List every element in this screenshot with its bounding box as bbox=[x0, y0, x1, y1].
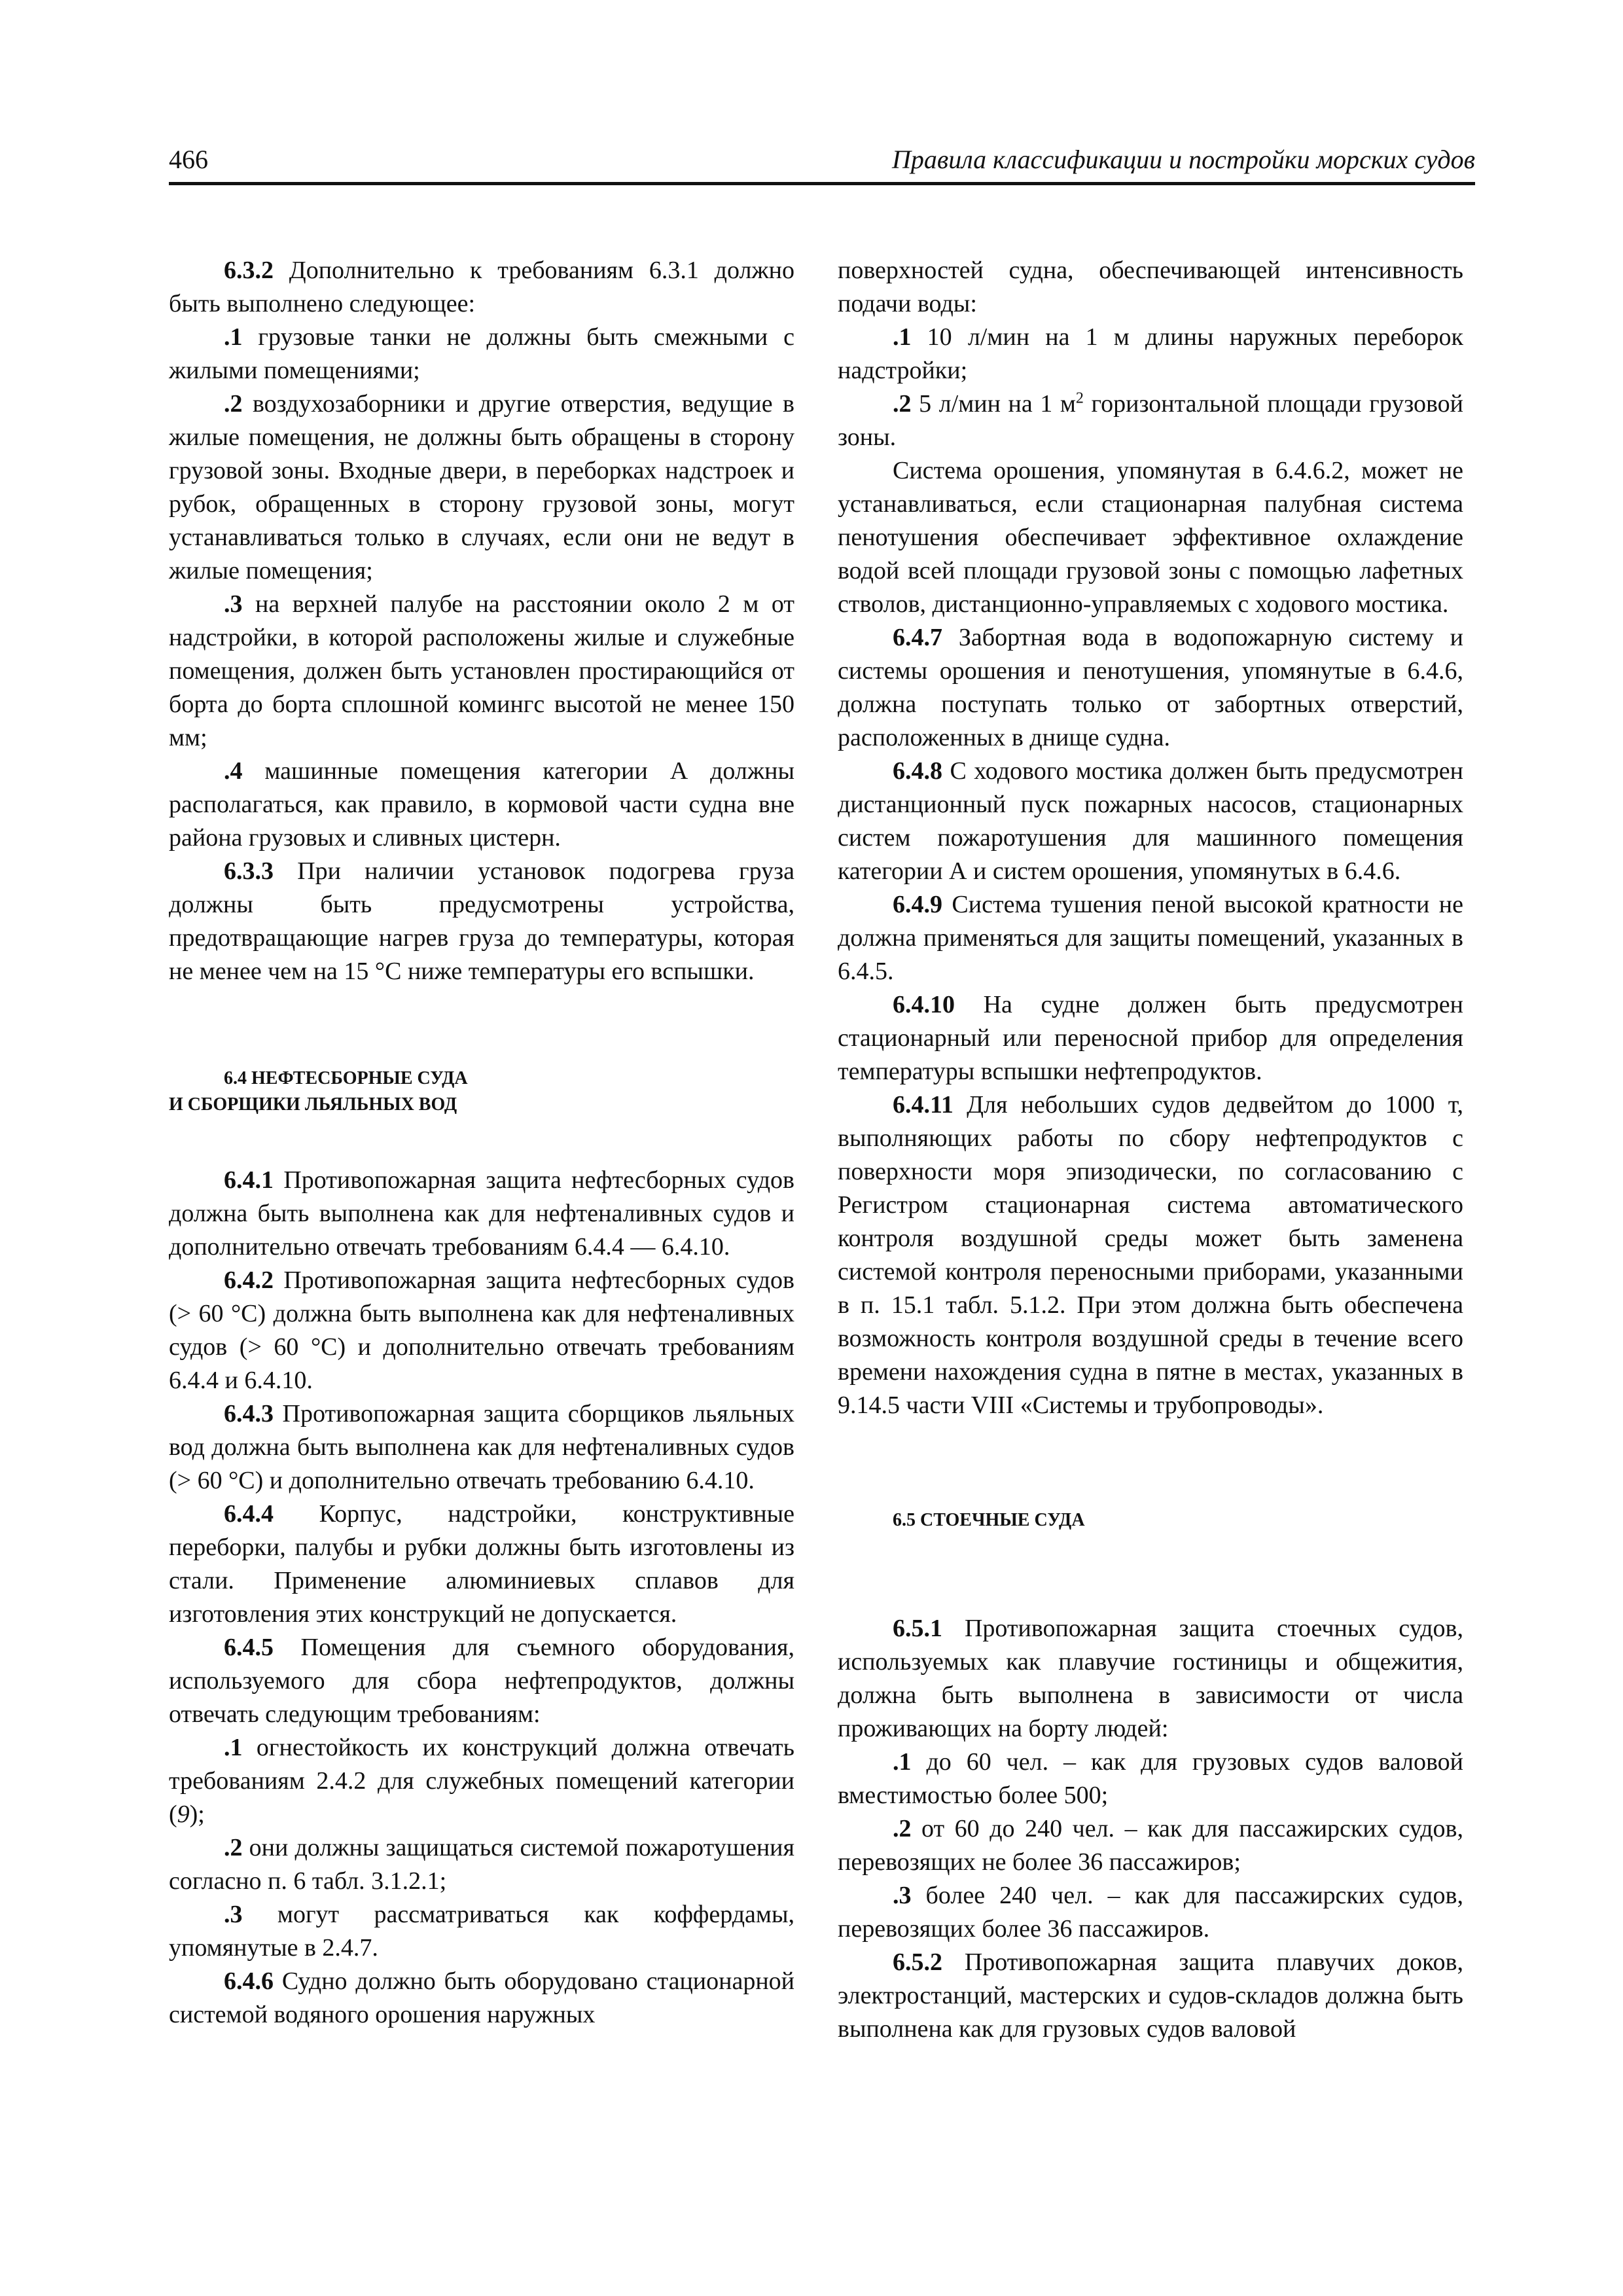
paragraph-6-5-1-1: .1 до 60 чел. – как для грузовых судов валовой вместимостью более 500; bbox=[838, 1748, 1463, 1809]
paragraph-6-4-10: 6.4.10 На судне должен быть предусмотрен стационарный или переносной прибор для определения температуры вспышки нефтепродуктов. bbox=[838, 991, 1463, 1085]
paragraph-6-4-3: 6.4.3 Противопожарная защита сборщиков льяльных вод должна быть выполнена как для нефтеналивных судов (> 60 °С) и дополнительно отвечать требованию 6.4.10. bbox=[169, 1400, 794, 1494]
paragraph-6-4-7: 6.4.7 Забортная вода в водопожарную систему и системы орошения и пенотушения, упомянутые в 6.4.6, должна поступать только от забортных отверстий, расположенных в днище судна. bbox=[838, 624, 1463, 751]
running-title: Правила классификации и постройки морских судов bbox=[891, 145, 1475, 174]
paragraph-6-4-2: 6.4.2 Противопожарная защита нефтесборных судов (> 60 °С) должна быть выполнена как для нефтеналивных судов (> 60 °С) и дополнительно отвечать требованиям 6.4.4 и 6.4.10. bbox=[169, 1266, 794, 1394]
paragraph-6-3-3: 6.3.3 При наличии установок подогрева груза должны быть предусмотрены устройства, предотвращающие нагрев груза до температуры, которая не менее чем на 15 °С ниже температуры его вспышки. bbox=[169, 857, 794, 985]
paragraph-6-3-2-4: .4 машинные помещения категории А должны располагаться, как правило, в кормовой части судна вне района грузовых и сливных цистерн. bbox=[169, 757, 794, 852]
paragraph-6-3-2-1: .1 грузовые танки не должны быть смежными с жилыми помещениями; bbox=[169, 323, 794, 384]
paragraph-6-4-6-system: Система орошения, упомянутая в 6.4.6.2, может не устанавливаться, если стационарная палубная система пенотушения обеспечивает эффективное охлаждение водой всей площади грузовой зоны с помощью лафетных стволов, дистанционно-управляемых с ходового мостика. bbox=[838, 457, 1463, 618]
paragraph-6-4-6-1: .1 10 л/мин на 1 м длины наружных переборок надстройки; bbox=[838, 323, 1463, 384]
paragraph-6-4-5-1: .1 огнестойкость их конструкций должна отвечать требованиям 2.4.2 для служебных помещений категории (9); bbox=[169, 1734, 794, 1828]
paragraph-6-3-2-2: .2 воздухозаборники и другие отверстия, ведущие в жилые помещения, не должны быть обращены в сторону грузовой зоны. Входные двери, в переборках надстроек и рубок, обращенных в сторону грузовой зоны, могут устанавливаться только в случаях, если они не ведут в жилые помещения; bbox=[169, 390, 794, 584]
paragraph-6-5-1-2: .2 от 60 до 240 чел. – как для пассажирских судов, перевозящих не более 36 пассажиров; bbox=[838, 1815, 1463, 1876]
section-heading-6-5: 6.5 СТОЕЧНЫЕ СУДА bbox=[893, 1510, 1085, 1530]
left-column bbox=[169, 254, 794, 2032]
paragraph-6-5-2: 6.5.2 Противопожарная защита плавучих доков, электростанций, мастерских и судов-складов должна быть выполнена как для грузовых судов валовой bbox=[838, 1948, 1463, 2043]
paragraph-6-4-5-2: .2 они должны защищаться системой пожаротушения согласно п. 6 табл. 3.1.2.1; bbox=[169, 1834, 794, 1895]
paragraph-6-5-1: 6.5.1 Противопожарная защита стоечных судов, используемых как плавучие гостиницы и общежития, должна быть выполнена в зависимости от числа проживающих на борту людей: bbox=[838, 1615, 1463, 1742]
paragraph-6-4-9: 6.4.9 Система тушения пеной высокой кратности не должна применяться для защиты помещений, указанных в 6.4.5. bbox=[838, 891, 1463, 985]
paragraph-6-3-2: 6.3.2 Дополнительно к требованиям 6.3.1 должно быть выполнено следующее: bbox=[169, 257, 794, 317]
paragraph-6-4-8: 6.4.8 С ходового мостика должен быть предусмотрен дистанционный пуск пожарных насосов, стационарных систем пожаротушения для машинного помещения категории А и систем орошения, упомянутых в 6.4.6. bbox=[838, 757, 1463, 885]
paragraph-6-5-1-3: .3 более 240 чел. – как для пассажирских судов, перевозящих более 36 пассажиров. bbox=[838, 1882, 1463, 1943]
paragraph-6-4-6-2: .2 5 л/мин на 1 $м^2$ горизонтальной площади грузовой зоны. bbox=[838, 389, 1463, 451]
paragraph-6-4-5: 6.4.5 Помещения для съемного оборудования, используемого для сбора нефтепродуктов, должны отвечать следующим требованиям: bbox=[169, 1634, 794, 1728]
section-heading-6-4: 6.4 НЕФТЕСБОРНЫЕ СУДА И СБОРЩИКИ ЛЬЯЛЬНЫХ ВОД bbox=[169, 1068, 468, 1115]
paragraph-6-4-11: 6.4.11 Для небольших судов дедвейтом до 1000 т, выполняющих работы по сбору нефтепродуктов с поверхности моря эпизодически, по согласованию с Регистром стационарная система автоматического контроля воздушной среды может быть заменена системой контроля переносными приборами, указанными в п. 15.1 табл. 5.1.2. При этом должна быть обеспечена возможность контроля воздушной среды в течение всего времени нахождения судна в пятне в местах, указанных в 9.14.5 части VIII «Системы и трубопроводы». bbox=[838, 1091, 1463, 1419]
paragraph-6-4-4: 6.4.4 Корпус, надстройки, конструктивные переборки, палубы и рубки должны быть изготовлены из стали. Применение алюминиевых сплавов для изготовления этих конструкций не допускается. bbox=[169, 1500, 794, 1628]
page-header bbox=[169, 140, 1475, 185]
paragraph-6-4-6-continued: поверхностей судна, обеспечивающей интенсивность подачи воды: bbox=[838, 257, 1463, 317]
paragraph-6-3-2-3: .3 на верхней палубе на расстоянии около 2 м от надстройки, в которой расположены жилые и служебные помещения, должен быть установлен простирающийся от борта до борта сплошной комингс высотой не менее 150 мм; bbox=[169, 590, 794, 751]
right-column bbox=[838, 254, 1463, 2046]
page-number: 466 bbox=[169, 145, 208, 174]
paragraph-6-4-1: 6.4.1 Противопожарная защита нефтесборных судов должна быть выполнена как для нефтеналивных судов и дополнительно отвечать требованиям 6.4.4 — 6.4.10. bbox=[169, 1166, 794, 1261]
paragraph-6-4-6: 6.4.6 Судно должно быть оборудовано стационарной системой водяного орошения наружных bbox=[169, 1967, 794, 2028]
paragraph-6-4-5-3: .3 могут рассматриваться как коффердамы, упомянутые в 2.4.7. bbox=[169, 1901, 794, 1962]
